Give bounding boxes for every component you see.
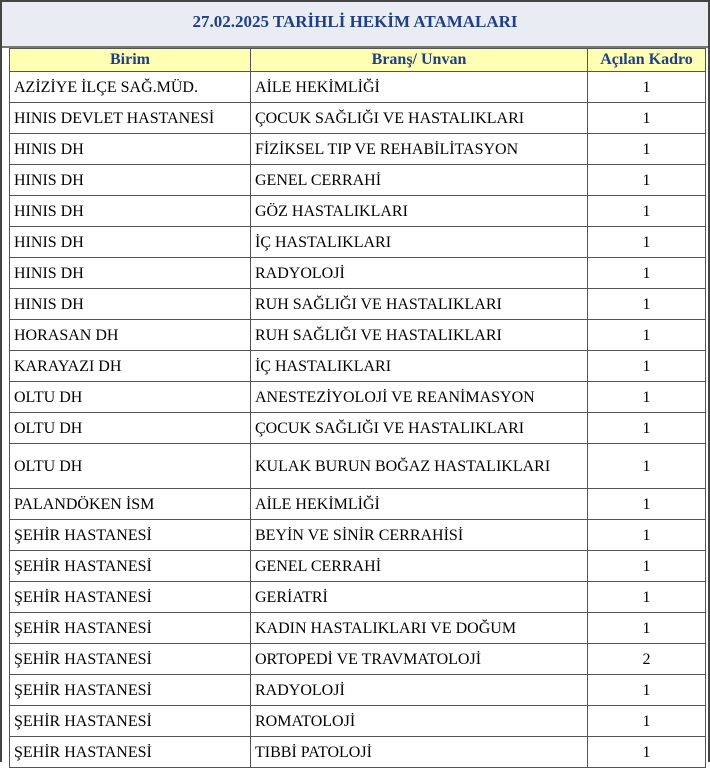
table-row: [10, 413, 706, 444]
cell-birim: HINIS DH: [10, 165, 251, 196]
cell-brans: GÖZ HASTALIKLARI: [251, 196, 588, 227]
table-row: [10, 289, 706, 320]
table-row: [10, 258, 706, 289]
cell-kadro: 1: [588, 289, 706, 320]
page-title: 27.02.2025 TARİHLİ HEKİM ATAMALARI: [192, 12, 518, 31]
table-row: [10, 196, 706, 227]
cell-kadro: 1: [588, 582, 706, 613]
cell-brans: TIBBİ PATOLOJİ: [251, 737, 588, 768]
cell-kadro: 1: [588, 382, 706, 413]
cell-kadro: 1: [588, 103, 706, 134]
table-row: [10, 320, 706, 351]
cell-kadro: 1: [588, 444, 706, 489]
table-row: [10, 351, 706, 382]
cell-birim: HINIS DH: [10, 196, 251, 227]
cell-kadro: 1: [588, 551, 706, 582]
table-row: [10, 444, 706, 489]
cell-kadro: 1: [588, 165, 706, 196]
cell-brans: FİZİKSEL TIP VE REHABİLİTASYON: [251, 134, 588, 165]
cell-birim: HINIS DH: [10, 227, 251, 258]
table-row: [10, 103, 706, 134]
table-row: [10, 706, 706, 737]
cell-kadro: 1: [588, 196, 706, 227]
cell-birim: ŞEHİR HASTANESİ: [10, 613, 251, 644]
table-row: [10, 520, 706, 551]
cell-birim: AZİZİYE İLÇE SAĞ.MÜD.: [10, 72, 251, 103]
cell-birim: ŞEHİR HASTANESİ: [10, 582, 251, 613]
cell-birim: OLTU DH: [10, 413, 251, 444]
table-row: [10, 489, 706, 520]
cell-brans: ORTOPEDİ VE TRAVMATOLOJİ: [251, 644, 588, 675]
cell-birim: HINIS DH: [10, 134, 251, 165]
cell-birim: OLTU DH: [10, 444, 251, 489]
cell-kadro: 1: [588, 675, 706, 706]
cell-brans: RADYOLOJİ: [251, 258, 588, 289]
cell-kadro: 1: [588, 613, 706, 644]
cell-birim: HINIS DH: [10, 258, 251, 289]
cell-birim: ŞEHİR HASTANESİ: [10, 675, 251, 706]
cell-brans: ROMATOLOJİ: [251, 706, 588, 737]
header-brans-unvan: Branş/ Unvan: [251, 49, 588, 72]
table-row: [10, 675, 706, 706]
table-row: [10, 165, 706, 196]
table-row: [10, 72, 706, 103]
cell-birim: HORASAN DH: [10, 320, 251, 351]
cell-kadro: 1: [588, 320, 706, 351]
cell-brans: GERİATRİ: [251, 582, 588, 613]
table-row: [10, 644, 706, 675]
cell-birim: OLTU DH: [10, 382, 251, 413]
cell-birim: ŞEHİR HASTANESİ: [10, 737, 251, 768]
cell-kadro: 1: [588, 351, 706, 382]
cell-kadro: 1: [588, 706, 706, 737]
cell-birim: ŞEHİR HASTANESİ: [10, 706, 251, 737]
cell-brans: RUH SAĞLIĞI VE HASTALIKLARI: [251, 320, 588, 351]
cell-kadro: 1: [588, 520, 706, 551]
cell-birim: HINIS DH: [10, 289, 251, 320]
cell-kadro: 1: [588, 72, 706, 103]
cell-birim: ŞEHİR HASTANESİ: [10, 551, 251, 582]
table-body: [10, 72, 706, 768]
cell-birim: ŞEHİR HASTANESİ: [10, 520, 251, 551]
table-row: [10, 582, 706, 613]
cell-brans: RADYOLOJİ: [251, 675, 588, 706]
table-header-row: [10, 49, 706, 72]
header-acilan-kadro: Açılan Kadro: [588, 49, 706, 72]
table-row: [10, 134, 706, 165]
cell-brans: ÇOCUK SAĞLIĞI VE HASTALIKLARI: [251, 103, 588, 134]
cell-brans: RUH SAĞLIĞI VE HASTALIKLARI: [251, 289, 588, 320]
cell-brans: KADIN HASTALIKLARI VE DOĞUM: [251, 613, 588, 644]
cell-brans: AİLE HEKİMLİĞİ: [251, 72, 588, 103]
cell-brans: KULAK BURUN BOĞAZ HASTALIKLARI: [251, 444, 588, 489]
table-row: [10, 382, 706, 413]
cell-brans: AİLE HEKİMLİĞİ: [251, 489, 588, 520]
cell-birim: ŞEHİR HASTANESİ: [10, 644, 251, 675]
table-row: [10, 613, 706, 644]
table-row: [10, 551, 706, 582]
appointments-table: [9, 48, 706, 768]
header-birim: Birim: [10, 49, 251, 72]
title-bar: [2, 0, 708, 48]
cell-kadro: 1: [588, 134, 706, 165]
cell-kadro: 1: [588, 413, 706, 444]
cell-brans: İÇ HASTALIKLARI: [251, 351, 588, 382]
cell-brans: GENEL CERRAHİ: [251, 551, 588, 582]
cell-brans: GENEL CERRAHİ: [251, 165, 588, 196]
cell-brans: ANESTEZİYOLOJİ VE REANİMASYON: [251, 382, 588, 413]
cell-brans: ÇOCUK SAĞLIĞI VE HASTALIKLARI: [251, 413, 588, 444]
cell-birim: KARAYAZI DH: [10, 351, 251, 382]
table-row: [10, 227, 706, 258]
table-row: [10, 737, 706, 768]
cell-kadro: 1: [588, 227, 706, 258]
cell-kadro: 1: [588, 737, 706, 768]
cell-birim: HINIS DEVLET HASTANESİ: [10, 103, 251, 134]
cell-birim: PALANDÖKEN İSM: [10, 489, 251, 520]
cell-kadro: 2: [588, 644, 706, 675]
cell-brans: İÇ HASTALIKLARI: [251, 227, 588, 258]
cell-kadro: 1: [588, 258, 706, 289]
cell-brans: BEYİN VE SİNİR CERRAHİSİ: [251, 520, 588, 551]
cell-kadro: 1: [588, 489, 706, 520]
